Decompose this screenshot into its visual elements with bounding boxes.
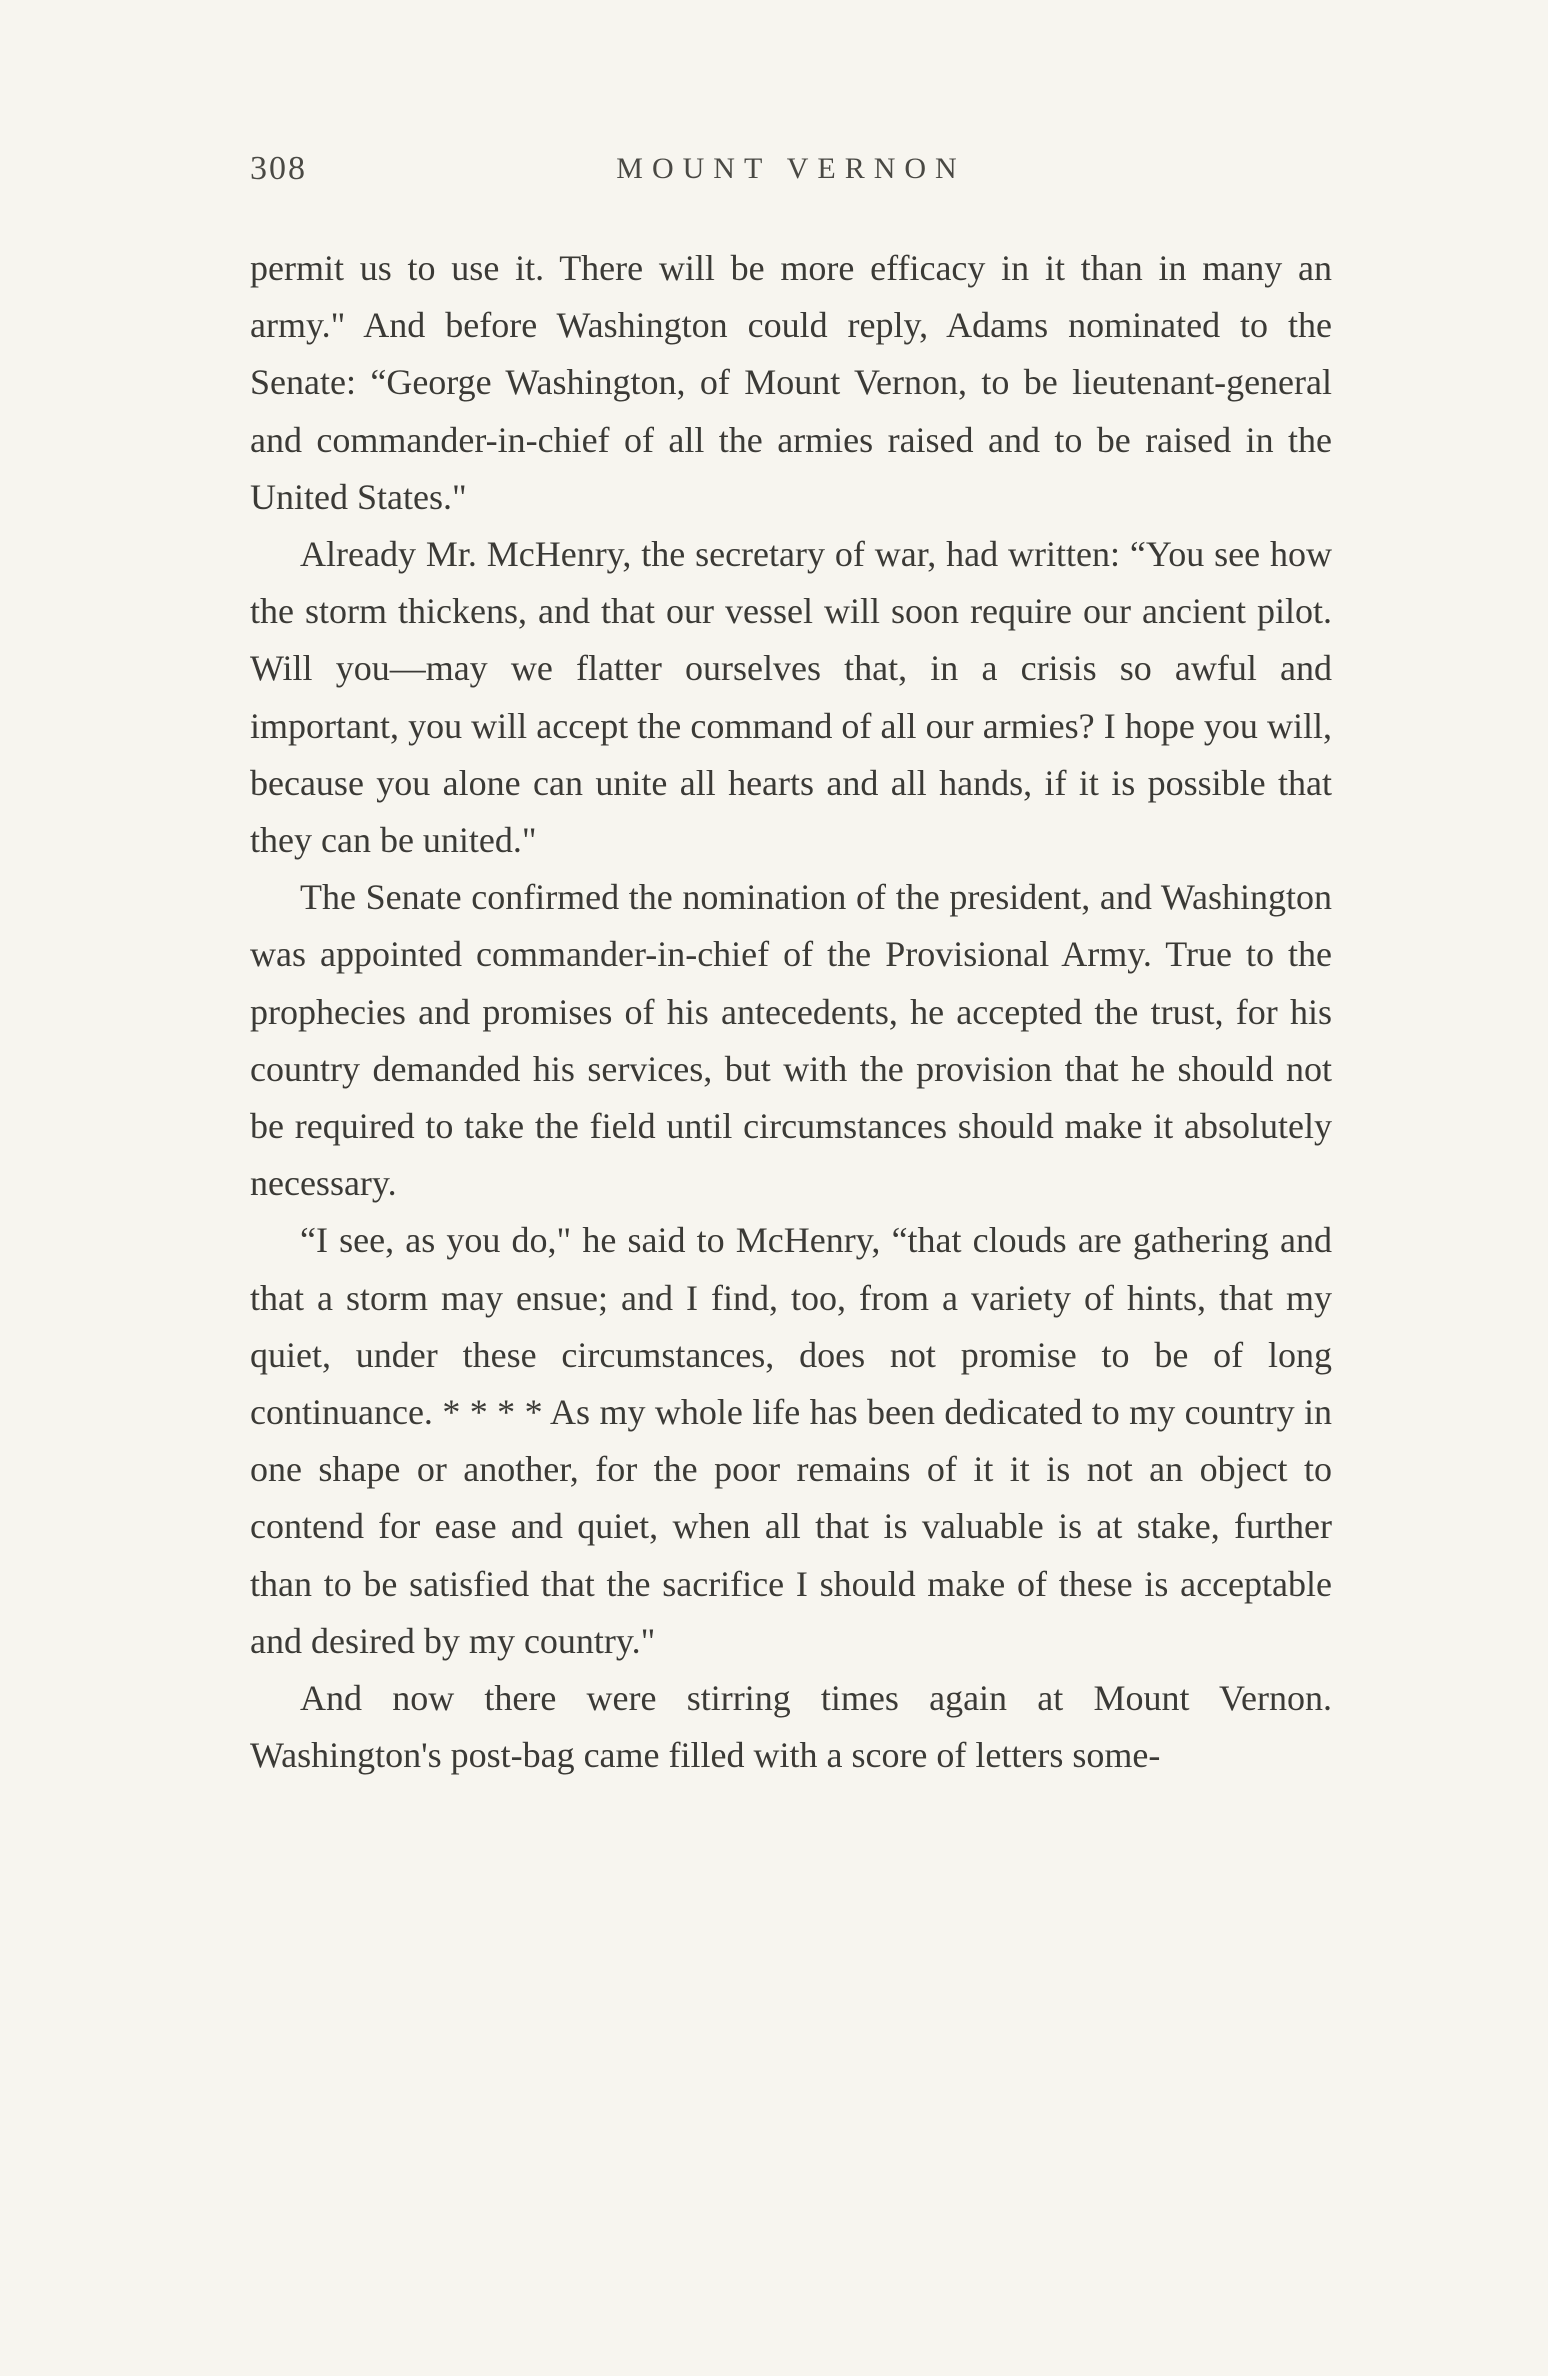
paragraph-senate-confirmation: The Senate confirmed the nomination of the president, and Washington was appointed commander-in-chief of the Provisional Army. True to the prophecies and promises of his antecedents, he accepted the trust, for his country demanded his services, but with the provision that he should not be required to take the field until circumstances should make it absolutely necessary. — [250, 877, 1332, 1204]
paragraph-continuation: permit us to use it. There will be more efficacy in it than in many an army." And before Washington could reply, Adams nominated to the Senate: “George Washington, of Mount Vernon, to be lieutenant-general and commander-in-chief of all the armies raised and to be raised in the United States." — [250, 248, 1332, 517]
paragraph-mchenry-letter: Already Mr. McHenry, the secretary of war, had written: “You see how the storm thickens, and that our vessel will soon require our ancient pilot. Will you—may we flatter ourselves that, in a crisis so awful and important, you will accept the command of all our armies? I hope you will, because you alone can unite all hearts and all hands, if it is possible that they can be united." — [250, 534, 1332, 861]
page-number: 308 — [250, 150, 307, 187]
paragraph-washington-reply: “I see, as you do," he said to McHenry, “that clouds are gathering and that a storm may ensue; and I find, too, from a variety of hints, that my quiet, under these circumstances, does not promise to be of long continuance. * * * * As my whole life has been dedicated to my country in one shape or another, for the poor remains of it it is not an object to contend for ease and quiet, when all that is valuable is at stake, further than to be satisfied that the sacrifice I should make of these is acceptable and desired by my country." — [250, 1220, 1332, 1661]
running-header — [250, 150, 1332, 200]
paragraph-stirring-times: And now there were stirring times again at Mount Vernon. Washington's post-bag came filled with a score of letters some- — [250, 1678, 1332, 1776]
body-text — [250, 240, 1332, 1784]
running-title: MOUNT VERNON — [616, 152, 966, 185]
